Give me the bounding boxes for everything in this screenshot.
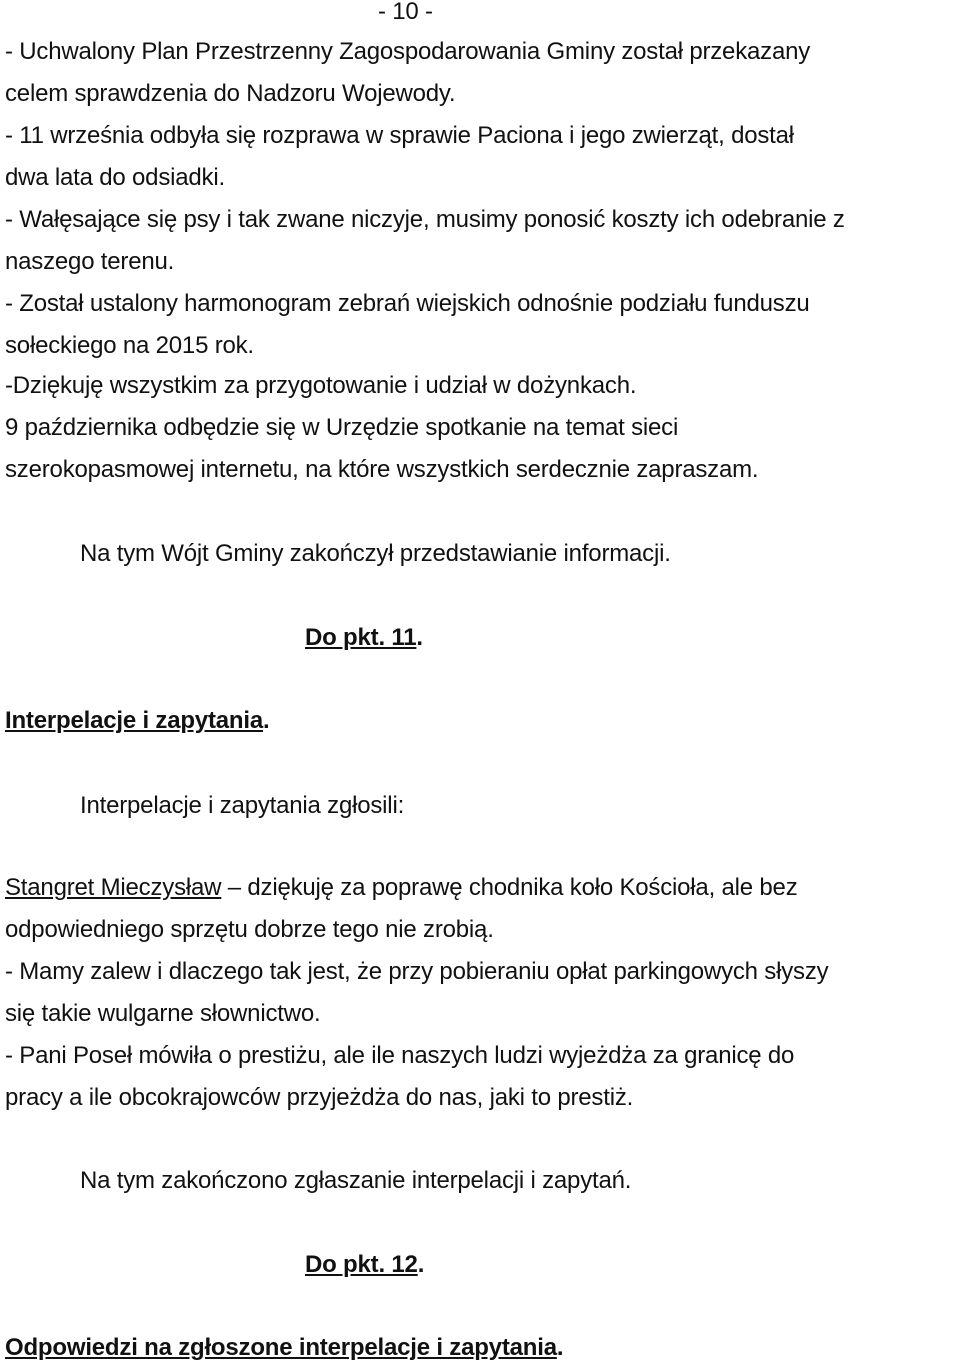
text-line: - Mamy zalew i dlaczego tak jest, że przy pobieraniu opłat parkingowych słyszy: [5, 958, 829, 985]
text-line: - Został ustalony harmonogram zebrań wiejskich odnośnie podziału funduszu: [5, 290, 810, 317]
section-title-11: [5, 706, 269, 736]
section-title-12-text: Odpowiedzi na zgłoszone interpelacje i zapytania: [5, 1334, 557, 1361]
text-line: się takie wulgarne słownictwo.: [5, 1000, 321, 1027]
speaker-text: – dziękuję za poprawę chodnika koło Kościoła, ale bez: [221, 874, 798, 901]
text-line: szerokopasmowej internetu, na które wszystkich serdecznie zapraszam.: [5, 456, 759, 483]
text-line: dwa lata do odsiadki.: [5, 164, 225, 191]
section-heading-11-dot: .: [416, 624, 423, 651]
section-heading-12-dot: .: [417, 1251, 425, 1278]
text-line: celem sprawdzenia do Nadzoru Wojewody.: [5, 80, 456, 107]
text-line: - 11 września odbyła się rozprawa w sprawie Paciona i jego zwierząt, dostał: [5, 122, 794, 149]
text-line: pracy a ile obcokrajowców przyjeżdża do nas, jaki to prestiż.: [5, 1084, 634, 1111]
closing-statement: Na tym Wójt Gminy zakończył przedstawianie informacji.: [80, 540, 671, 567]
section-heading-12: [305, 1250, 424, 1280]
text-line: 9 października odbędzie się w Urzędzie spotkanie na temat sieci: [5, 414, 679, 441]
text-line: odpowiedniego sprzętu dobrze tego nie zrobią.: [5, 916, 494, 943]
text-line: naszego terenu.: [5, 248, 175, 275]
section-title-11-dot: .: [262, 707, 270, 734]
speaker-name: Stangret Mieczysław: [5, 874, 222, 901]
interpellation-closing: Na tym zakończono zgłaszanie interpelacji i zapytań.: [80, 1167, 632, 1194]
section-heading-12-text: Do pkt. 12: [305, 1251, 418, 1278]
text-line: - Uchwalony Plan Przestrzenny Zagospodarowania Gminy został przekazany: [5, 38, 811, 65]
section-title-12: [5, 1333, 563, 1363]
text-line: -Dziękuję wszystkim za przygotowanie i udział w dożynkach.: [5, 372, 637, 399]
text-line: - Wałęsające się psy i tak zwane niczyje, musimy ponosić koszty ich odebranie z: [5, 206, 845, 233]
text-line: sołeckiego na 2015 rok.: [5, 332, 254, 359]
text-line: - Pani Poseł mówiła o prestiżu, ale ile naszych ludzi wyjeżdża za granicę do: [5, 1042, 795, 1069]
section-title-12-dot: .: [556, 1334, 564, 1361]
speaker-line: [5, 873, 798, 903]
section-heading-11: [305, 623, 423, 653]
section-title-11-text: Interpelacje i zapytania: [5, 707, 263, 734]
interpellation-intro: Interpelacje i zapytania zgłosili:: [80, 792, 405, 819]
section-heading-11-text: Do pkt. 11: [305, 624, 417, 651]
page-number: - 10 -: [378, 0, 433, 25]
